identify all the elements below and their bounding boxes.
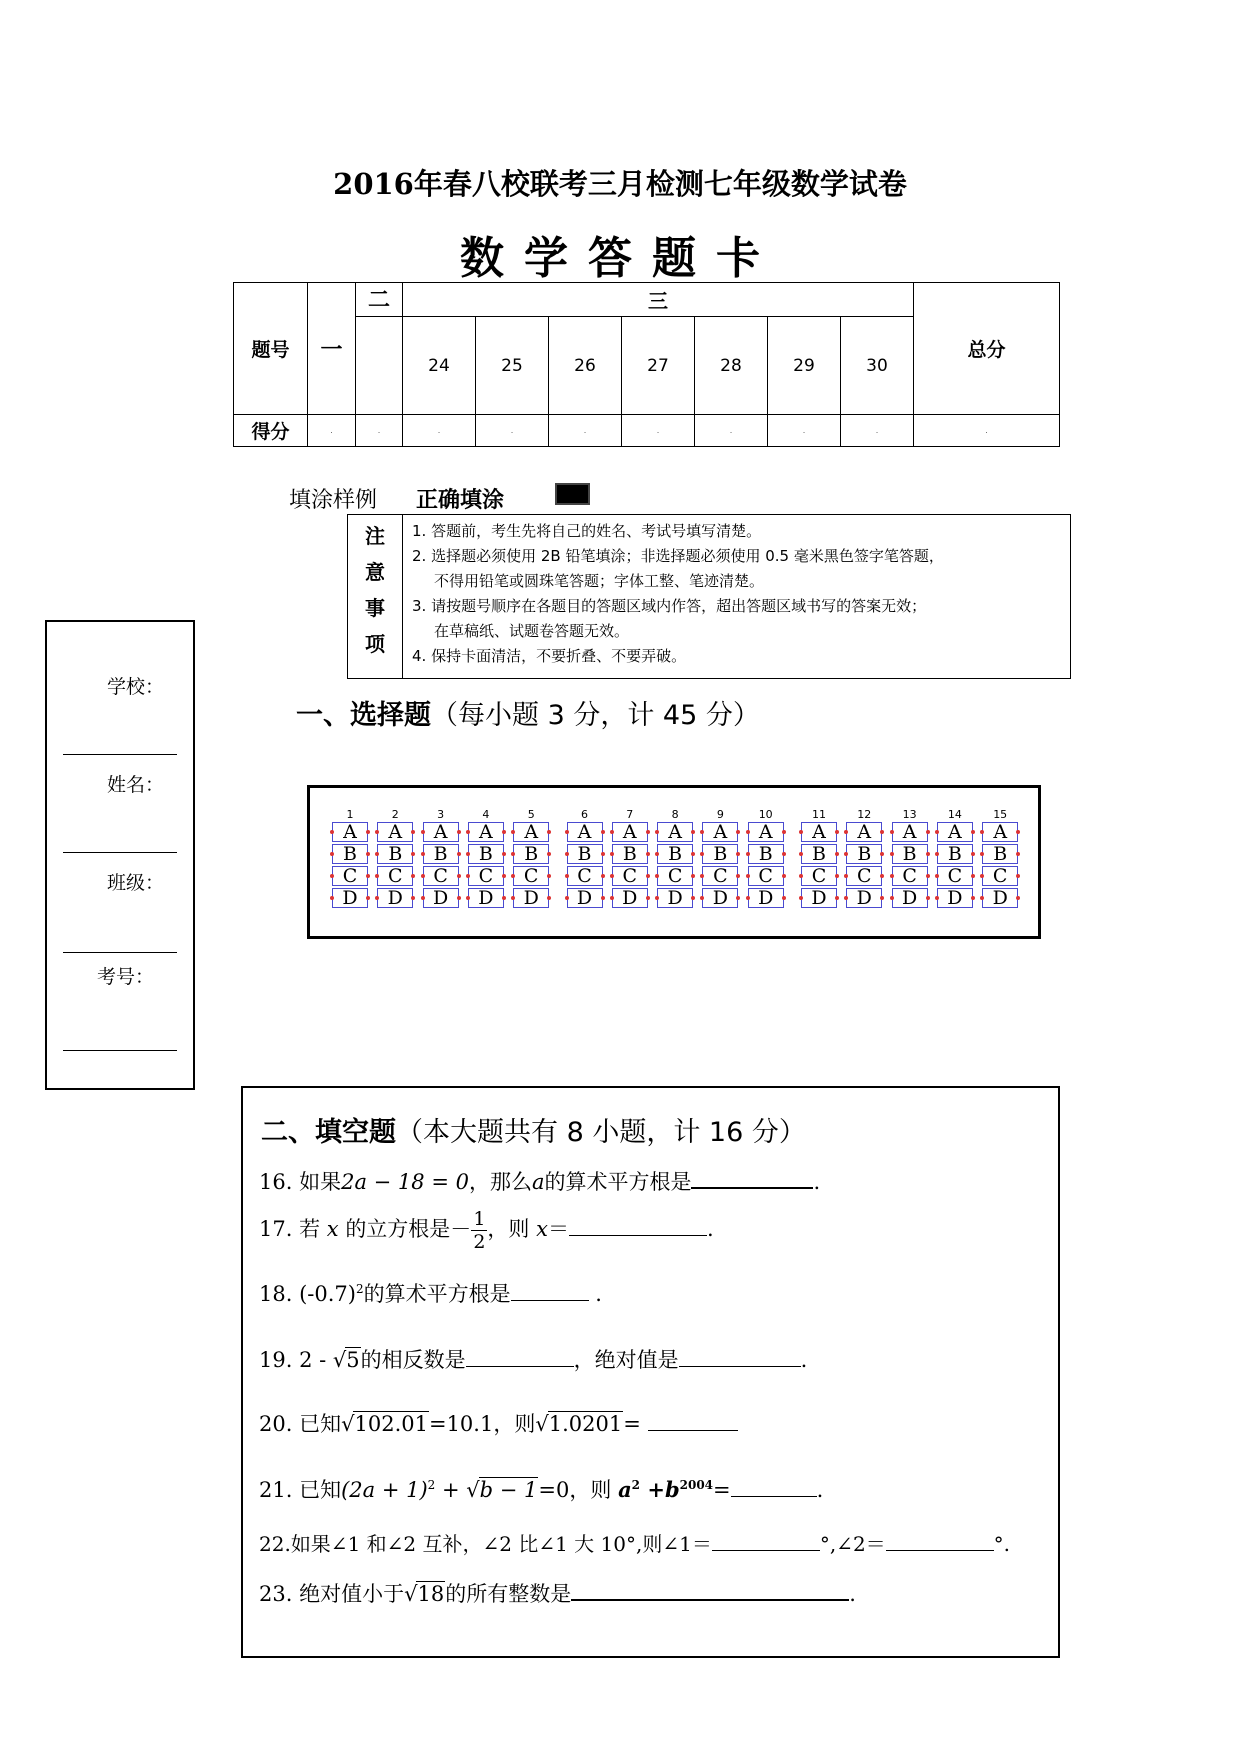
score-cell[interactable]: . [356,415,403,447]
q23-radicand: 18 [417,1582,445,1606]
q19-answer-blank-1[interactable] [466,1348,574,1367]
q17-text: 的立方根是－ [345,1217,472,1241]
score-table-col-three: 三 [403,283,914,317]
question-number-11: 11 [812,808,826,821]
q17-text: ＝ [547,1217,569,1241]
notice-side-char: 注 [365,524,385,548]
sample-label: 填涂样例 [289,488,378,513]
class-label: 班级： [107,872,165,894]
q23-text: 的所有整数是 [445,1582,572,1606]
score-cell[interactable]: . [308,415,356,447]
q19-answer-blank-2[interactable] [679,1348,801,1367]
score-cell[interactable]: . [914,415,1060,447]
notice-line: 不得用铅笔或圆珠笔答题；字体工整、笔迹清楚。 [434,572,765,590]
q17-var: x [326,1217,339,1241]
bubble-q15-a[interactable]: A [982,822,1018,842]
bubble-q3-b[interactable]: B [423,844,459,864]
q22-number: 22. [259,1532,291,1556]
bubble-q4-a[interactable]: A [468,822,504,842]
q21-radicand: b − 1 [479,1478,538,1502]
question-18 [259,1278,602,1308]
bubble-q11-c[interactable]: C [801,866,837,886]
notice-side-char: 项 [365,632,385,656]
q16-equation: 2a − 18 = 0 [341,1170,469,1194]
bubble-q3-c[interactable]: C [423,866,459,886]
question-17 [259,1208,714,1253]
score-table-sub-number: 26 [549,317,622,415]
bubble-q11-d[interactable]: D [801,888,837,908]
section-fill-title: 二、填空题 [261,1117,396,1148]
q18-answer-blank[interactable] [511,1282,589,1301]
q20-radicand-1: 102.01 [354,1412,428,1436]
question-number-12: 12 [857,808,872,821]
q21-exponent-a: 2 [631,1478,641,1492]
question-number-1: 1 [346,808,354,821]
score-table-total: 总分 [914,283,1060,415]
bubble-q2-d[interactable]: D [377,888,413,908]
question-number-15: 15 [993,808,1008,821]
q18-exponent: 2 [355,1282,364,1296]
q23-answer-blank[interactable] [571,1581,849,1601]
bubble-q12-a[interactable]: A [846,822,882,842]
bubble-q8-c[interactable]: C [657,866,693,886]
q21-term-b: +b [640,1477,680,1502]
bubble-q8-b[interactable]: B [657,844,693,864]
bubble-q9-c[interactable]: C [702,866,738,886]
bubble-q7-c[interactable]: C [612,866,648,886]
bubble-q7-b[interactable]: B [612,844,648,864]
name-label: 姓名： [107,774,165,796]
bubble-q3-d[interactable]: D [423,888,459,908]
q19-radicand: 5 [346,1348,360,1372]
question-number-13: 13 [902,808,917,821]
question-number-5: 5 [527,808,535,821]
bubble-q9-a[interactable]: A [702,822,738,842]
bubble-q1-b[interactable]: B [332,844,368,864]
exam-title: 2016年春八校联考三月检测七年级数学试卷 [333,167,907,201]
score-table-col-one: 一 [308,283,356,415]
q22-answer-blank-1[interactable] [712,1532,820,1551]
score-table-sub-number: 29 [768,317,841,415]
bubble-q13-c[interactable]: C [892,866,928,886]
bubble-q11-b[interactable]: B [801,844,837,864]
q16-text: 如果 [299,1170,342,1194]
score-table [233,282,1060,447]
notice-side-char: 事 [365,596,385,620]
notice-box [347,514,1071,679]
exam-no-field[interactable] [63,1050,177,1051]
q21-answer-blank[interactable] [731,1478,817,1497]
bubble-q5-d[interactable]: D [513,888,549,908]
q21-term-a: a [618,1477,632,1502]
notice-side-label [348,515,403,678]
question-number-3: 3 [437,808,445,821]
q20-number: 20. [259,1412,293,1436]
bubble-q14-a[interactable]: A [937,822,973,842]
sample-correct-label: 正确填涂 [416,488,505,513]
q18-text: 的算术平方根是 [363,1282,511,1306]
bubble-q1-a[interactable]: A [332,822,368,842]
question-16 [259,1166,820,1196]
question-number-7: 7 [626,808,634,821]
q17-end: . [706,1217,714,1241]
question-number-9: 9 [716,808,724,821]
question-number-2: 2 [391,808,399,821]
q21-text: =0，则 [538,1478,612,1502]
q21-exponent-b: 2004 [679,1478,714,1492]
section-fill-note: （本大题共有 8 小题，计 16 分） [396,1117,806,1148]
bubble-q2-a[interactable]: A [377,822,413,842]
score-cell[interactable]: . [768,415,841,447]
bubble-q4-c[interactable]: C [468,866,504,886]
bubble-q10-a[interactable]: A [748,822,784,842]
bubble-q12-d[interactable]: D [846,888,882,908]
bubble-q15-c[interactable]: C [982,866,1018,886]
student-info-box [45,620,195,1090]
q22-answer-blank-2[interactable] [886,1532,994,1551]
score-table-sub-number: 28 [695,317,768,415]
question-number-14: 14 [947,808,962,821]
class-field[interactable] [63,952,177,953]
q17-text: ，则 [487,1217,530,1241]
card-title: 数学答题卡 [460,233,780,284]
name-field[interactable] [63,852,177,853]
bubble-q1-c[interactable]: C [332,866,368,886]
bubble-q15-b[interactable]: B [982,844,1018,864]
notice-line: 4. 保持卡面清洁，不要折叠、不要弄破。 [412,647,687,665]
q23-number: 23. [259,1582,293,1606]
score-table-col-two: 二 [356,283,403,317]
bubble-q6-d[interactable]: D [567,888,603,908]
notice-line: 在草稿纸、试题卷答题无效。 [434,622,630,640]
q17-var: x [536,1217,548,1241]
bubble-q8-d[interactable]: D [657,888,693,908]
question-number-6: 6 [581,808,588,821]
notice-line: 2. 选择题必须使用 2B 铅笔填涂；非选择题必须使用 0.5 毫米黑色签字笔答题， [412,547,944,565]
bubble-q14-c[interactable]: C [937,866,973,886]
q16-answer-blank[interactable] [691,1169,813,1189]
bubble-q13-a[interactable]: A [892,822,928,842]
q21-text: = [713,1478,731,1502]
q17-numerator: 1 [473,1208,486,1230]
bubble-q6-c[interactable]: C [567,866,603,886]
q16-text: ，那么 [468,1170,532,1194]
section-fill-heading [261,1110,806,1149]
score-table-two-sub [356,317,403,415]
bubble-q9-b[interactable]: B [702,844,738,864]
q17-fraction [471,1208,487,1253]
bubble-q10-d[interactable]: D [748,888,784,908]
bubble-q2-c[interactable]: C [377,866,413,886]
bubble-q12-c[interactable]: C [846,866,882,886]
question-23: 23. 绝对值小于√18的所有整数是 . [259,1582,856,1606]
q22-text: 如果∠1 和∠2 互补，∠2 比∠1 大 10°,则∠1＝ [290,1532,712,1556]
question-19: 19. 2 - √5的相反数是 ，绝对值是 . [259,1348,808,1372]
q21-exponent: 2 [427,1478,436,1492]
bubble-q3-a[interactable]: A [423,822,459,842]
question-22 [259,1528,1010,1557]
section-choice-heading [296,693,760,732]
q20-text: = [623,1412,641,1436]
q22-end: °. [993,1532,1011,1556]
school-label: 学校： [107,676,165,698]
bubble-q4-b[interactable]: B [468,844,504,864]
bubble-q5-b[interactable]: B [513,844,549,864]
q21-text: 已知 [299,1478,342,1502]
q19-text: ，绝对值是 [573,1348,679,1372]
q21-plus: + [435,1478,467,1502]
q16-text: 的算术平方根是 [544,1170,692,1194]
section-choice-note: （每小题 3 分，计 45 分） [431,700,760,731]
bubble-q10-c[interactable]: C [748,866,784,886]
bubble-q14-b[interactable]: B [937,844,973,864]
q16-number: 16. [259,1170,293,1194]
q17-text: 若 [299,1217,321,1241]
bubble-q6-b[interactable]: B [567,844,603,864]
bubble-q7-a[interactable]: A [612,822,648,842]
question-20: 20. 已知√102.01=10.1，则√1.0201= [259,1408,738,1438]
bubble-q12-b[interactable]: B [846,844,882,864]
question-number-4: 4 [482,808,490,821]
q16-var: a [531,1170,545,1194]
bubble-q9-d[interactable]: D [702,888,738,908]
q20-text: 已知 [299,1412,342,1436]
q20-radicand-2: 1.0201 [548,1412,623,1436]
bubble-q5-c[interactable]: C [513,866,549,886]
score-cell[interactable]: . [549,415,622,447]
score-table-number-label: 题号 [234,283,308,415]
notice-side-char: 意 [365,560,385,584]
q21-number: 21. [259,1478,293,1502]
q19-number: 19. [259,1348,293,1372]
sample-filled-box [555,483,590,505]
score-table-sub-number: 27 [622,317,695,415]
question-number-10: 10 [758,808,773,821]
bubble-q13-b[interactable]: B [892,844,928,864]
score-table-sub-number: 30 [841,317,914,415]
q19-end: . [800,1348,808,1372]
score-table-sub-number: 24 [403,317,476,415]
score-cell[interactable]: . [622,415,695,447]
answer-bubble-box [307,785,1041,939]
q20-answer-blank[interactable] [648,1412,738,1431]
bubble-q10-b[interactable]: B [748,844,784,864]
school-field[interactable] [63,754,177,755]
notice-line: 3. 请按题号顺序在各题目的答题区域内作答，超出答题区域书写的答案无效； [412,597,927,615]
score-cell[interactable]: . [695,415,768,447]
bubble-q15-d[interactable]: D [982,888,1018,908]
bubble-q5-a[interactable]: A [513,822,549,842]
bubble-q13-d[interactable]: D [892,888,928,908]
q21-expression: (2a + 1) [341,1478,428,1502]
bubble-q6-a[interactable]: A [567,822,603,842]
question-21: 21. 已知$(2a + 1)^2 + √b - 1=0$，则 $a^2 +b^{2004}=$ . [259,1477,824,1502]
q23-text: 绝对值小于 [299,1582,405,1606]
q17-answer-blank[interactable] [569,1217,707,1236]
q17-number: 17. [259,1217,293,1241]
notice-line: 1. 答题前，考生先将自己的姓名、考试号填写清楚。 [412,522,762,540]
q18-number: 18. [259,1282,293,1306]
notice-list [412,519,1062,669]
q21-end: . [816,1478,824,1502]
exam-no-label: 考号： [97,966,155,988]
q17-denominator: 2 [473,1231,486,1253]
bubble-q4-d[interactable]: D [468,888,504,908]
score-table-sub-number: 25 [476,317,549,415]
bubble-q8-a[interactable]: A [657,822,693,842]
bubble-q2-b[interactable]: B [377,844,413,864]
q18-end: . [588,1282,602,1306]
bubble-q7-d[interactable]: D [612,888,648,908]
fill-in-section [241,1086,1060,1658]
q20-text: =10.1，则 [428,1412,536,1436]
bubble-q1-d[interactable]: D [332,888,368,908]
bubble-q14-d[interactable]: D [937,888,973,908]
score-cell[interactable]: . [476,415,549,447]
q22-text: °,∠2＝ [819,1532,886,1556]
question-number-8: 8 [671,808,679,821]
section-choice-title: 一、选择题 [296,700,431,731]
bubble-q11-a[interactable]: A [801,822,837,842]
score-cell[interactable]: . [403,415,476,447]
q19-text: 2 - [299,1348,327,1372]
q23-end: . [849,1582,856,1606]
q19-text: 的相反数是 [360,1348,466,1372]
q18-base: (-0.7) [299,1282,356,1306]
score-cell[interactable]: . [841,415,914,447]
score-table-score-label: 得分 [234,415,308,447]
q16-end: . [813,1170,821,1194]
